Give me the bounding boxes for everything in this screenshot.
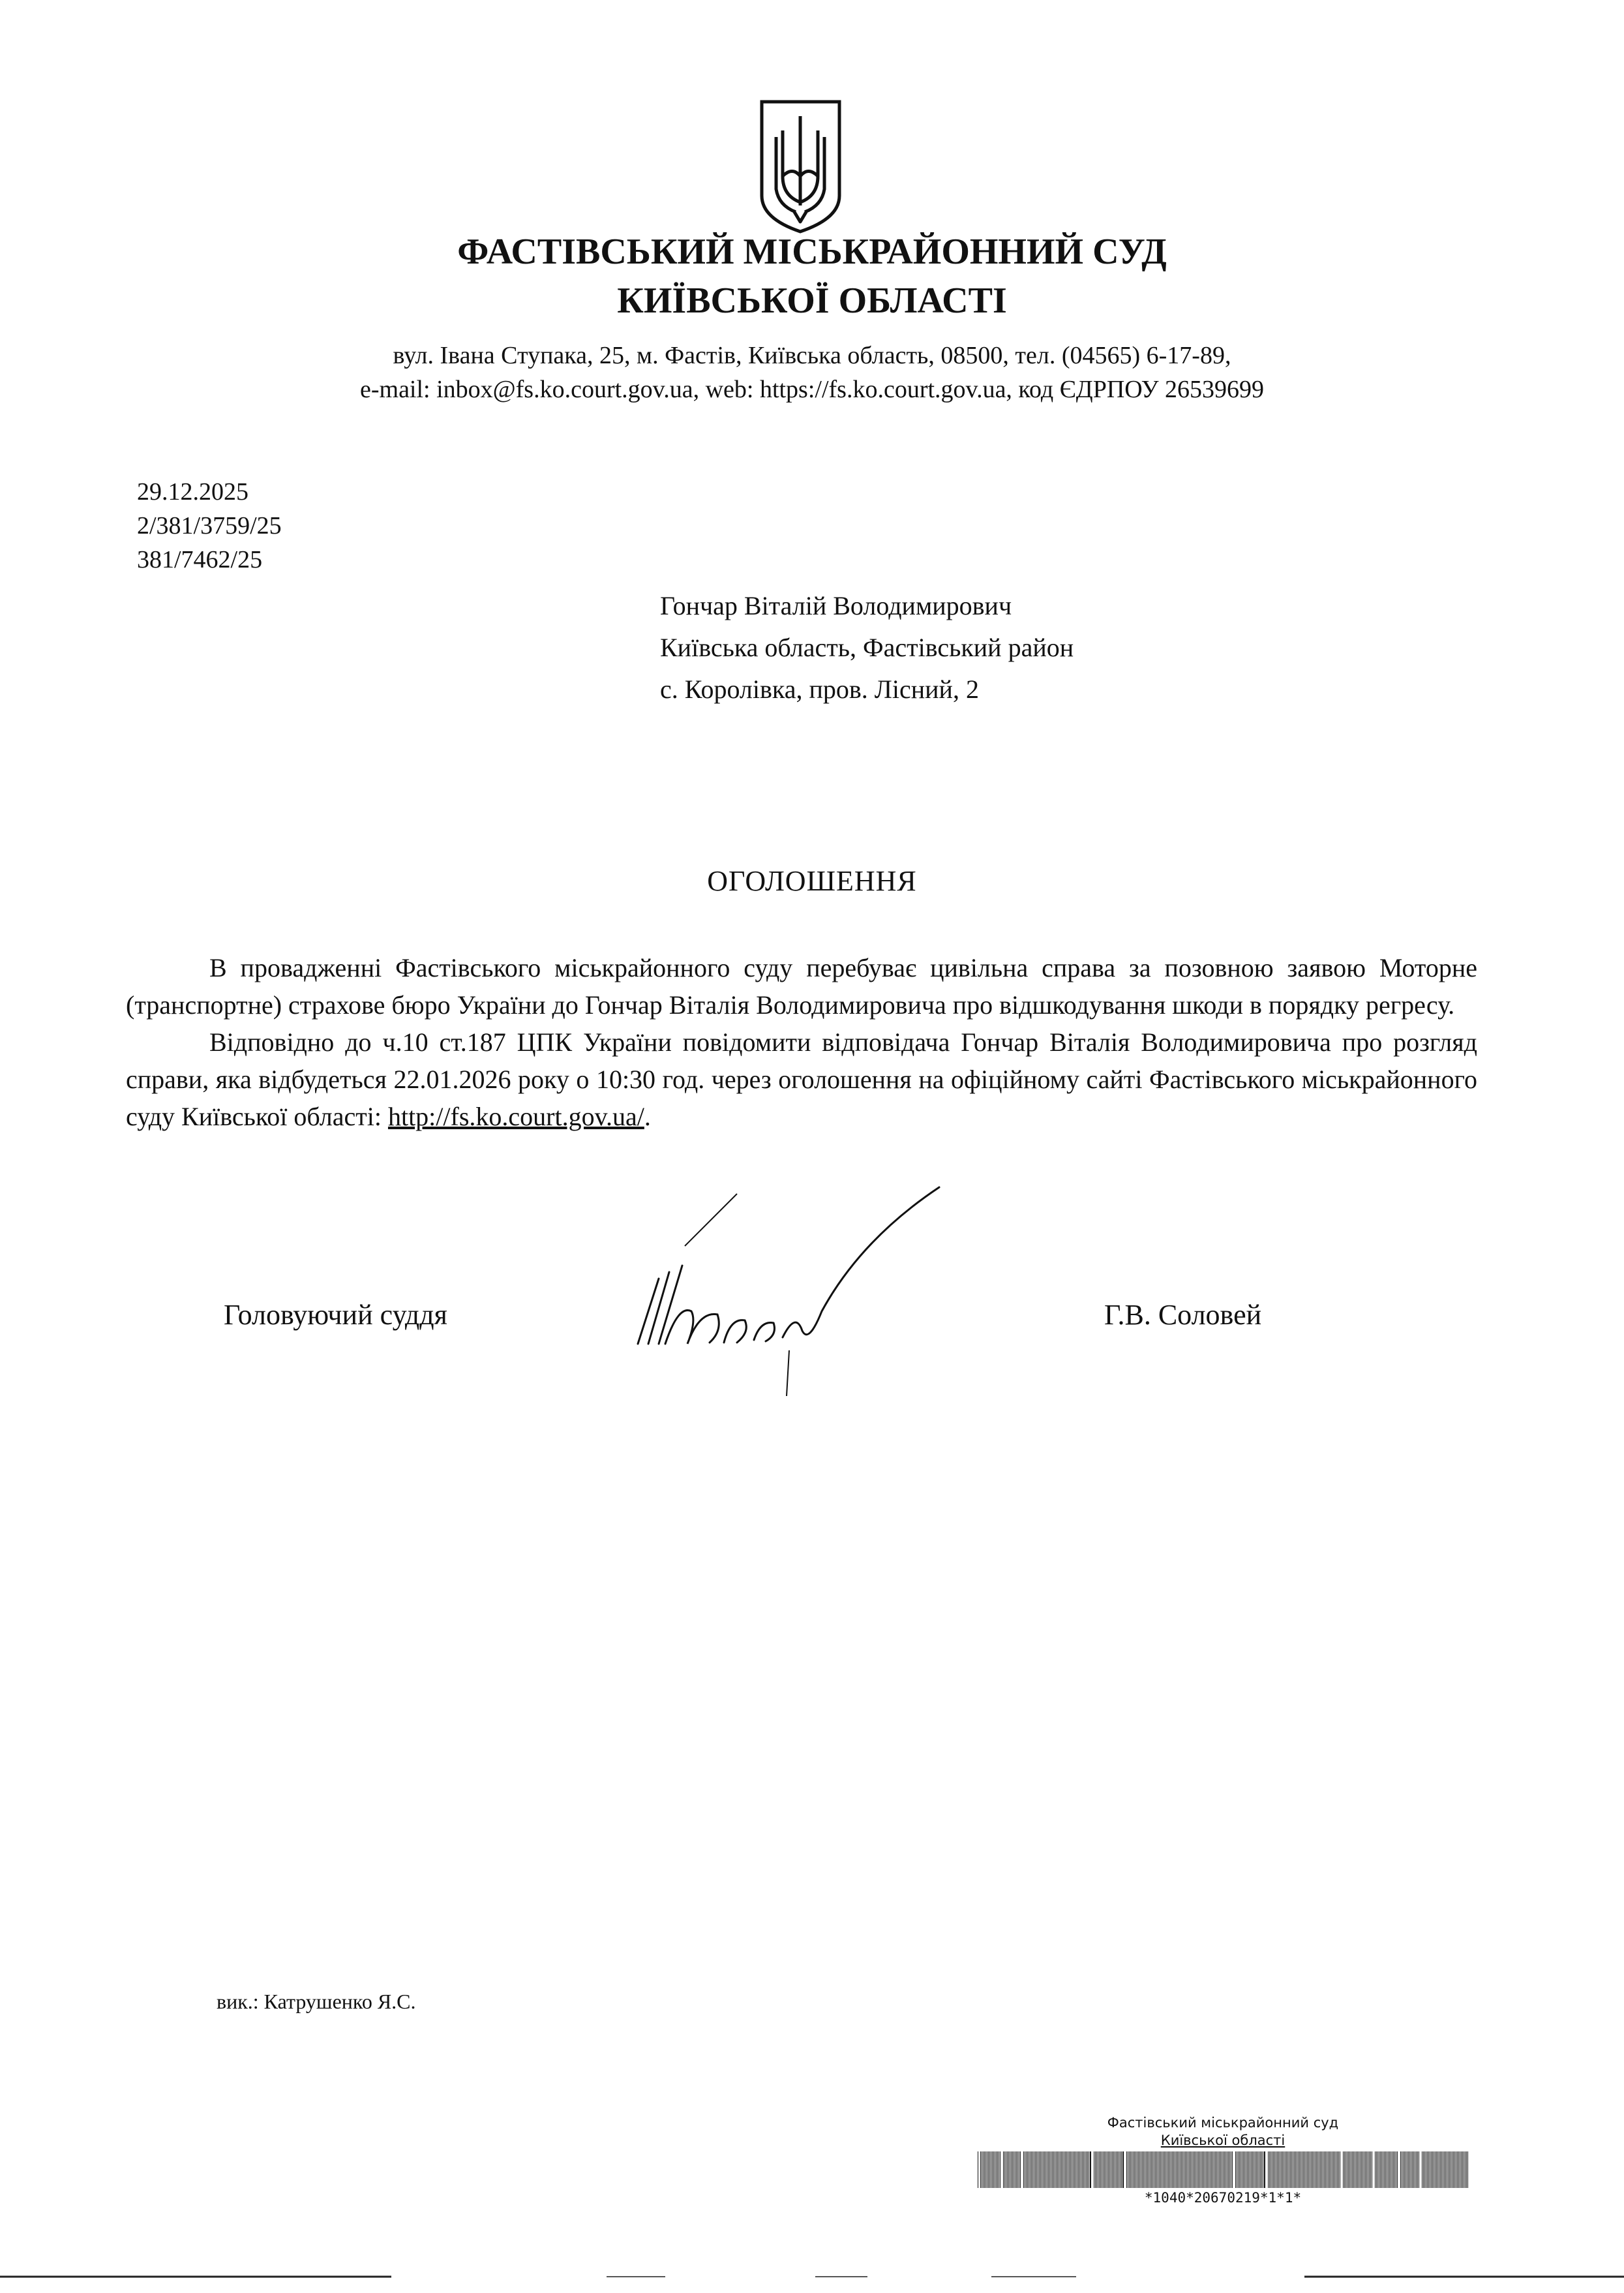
- barcode-bar: [1316, 2151, 1317, 2188]
- barcode-bar: [1203, 2151, 1204, 2188]
- barcode-bar: [1151, 2151, 1152, 2188]
- barcode-bar: [1008, 2151, 1009, 2188]
- barcode-bar: [1348, 2151, 1349, 2188]
- notice-paragraph-2: [126, 1024, 1477, 1135]
- barcode-bar: [1465, 2151, 1466, 2188]
- barcode-bar: [1199, 2151, 1200, 2188]
- barcode-bar: [1133, 2151, 1134, 2188]
- barcode-bar: [1177, 2151, 1178, 2188]
- barcode-bar: [1066, 2151, 1067, 2188]
- barcode-bar: [1352, 2151, 1353, 2188]
- barcode-bar: [1432, 2151, 1433, 2188]
- barcode-bar: [1362, 2151, 1363, 2188]
- barcode-bar: [1304, 2151, 1305, 2188]
- barcode-bar: [1212, 2151, 1213, 2188]
- barcode-bar: [1298, 2151, 1299, 2188]
- barcode-bar: [1334, 2151, 1335, 2188]
- barcode-bar: [1244, 2151, 1245, 2188]
- barcode-bar: [1017, 2151, 1018, 2188]
- barcode-bar: [1239, 2151, 1240, 2188]
- barcode-bar: [1281, 2151, 1282, 2188]
- barcode-bar: [1381, 2151, 1382, 2188]
- barcode-bar: [1290, 2151, 1291, 2188]
- barcode-bar: [1369, 2151, 1370, 2188]
- barcode-bar: [1045, 2151, 1046, 2188]
- barcode-bar: [1096, 2151, 1097, 2188]
- barcode-bar: [1100, 2151, 1101, 2188]
- barcode-bar: [1388, 2151, 1389, 2188]
- barcode-bar: [1043, 2151, 1044, 2188]
- barcode-bar: [1409, 2151, 1410, 2188]
- barcode-bar: [1286, 2151, 1287, 2188]
- barcode-bar: [1328, 2151, 1329, 2188]
- barcode-bar: [1343, 2151, 1344, 2188]
- barcode-bar: [1104, 2151, 1105, 2188]
- barcode-bar: [1423, 2151, 1424, 2188]
- barcode-bar: [1454, 2151, 1455, 2188]
- barcode-bar: [1435, 2151, 1436, 2188]
- barcode-bar: [1445, 2151, 1446, 2188]
- barcode-bar: [1095, 2151, 1096, 2188]
- barcode-bar: [1056, 2151, 1057, 2188]
- barcode-bar: [1400, 2151, 1401, 2188]
- barcode-bar: [1003, 2151, 1004, 2188]
- barcode-bar: [1134, 2151, 1135, 2188]
- barcode-bar: [1163, 2151, 1164, 2188]
- barcode-bar: [1247, 2151, 1248, 2188]
- barcode-bar: [1353, 2151, 1354, 2188]
- barcode-bar: [1103, 2151, 1104, 2188]
- barcode-bar: [1135, 2151, 1136, 2188]
- notice-paragraph-1: В провадженні Фастівського міськрайонного суду перебуває цивільна справа за позовною заявою Моторне (транспортне) страхове бюро України до Гончар Віталія Володимировича про відшкодування шкоди в порядку регресу.: [126, 953, 1477, 1020]
- barcode-bar: [1223, 2151, 1224, 2188]
- barcode-bar: [1073, 2151, 1074, 2188]
- barcode-bar: [1403, 2151, 1404, 2188]
- barcode-bar: [1303, 2151, 1304, 2188]
- barcode-bar: [1264, 2151, 1265, 2188]
- barcode-bar: [989, 2151, 990, 2188]
- barcode-bar: [1320, 2151, 1321, 2188]
- barcode-bar: [1248, 2151, 1249, 2188]
- barcode-bar: [1090, 2151, 1091, 2188]
- barcode-bar: [1312, 2151, 1313, 2188]
- barcode-bar: [1011, 2151, 1012, 2188]
- barcode-bar: [1261, 2151, 1262, 2188]
- barcode-bar: [993, 2151, 994, 2188]
- barcode-bar: [1026, 2151, 1027, 2188]
- barcode-bar: [1224, 2151, 1225, 2188]
- barcode-bar: [1428, 2151, 1429, 2188]
- barcode-bar: [1457, 2151, 1458, 2188]
- barcode-bar: [1440, 2151, 1441, 2188]
- barcode-bar: [1357, 2151, 1358, 2188]
- barcode-bar: [1078, 2151, 1079, 2188]
- barcode-bar: [1139, 2151, 1140, 2188]
- notice-paragraph-2-end: .: [644, 1102, 651, 1131]
- barcode-bar: [1380, 2151, 1381, 2188]
- barcode-bar: [1273, 2151, 1274, 2188]
- barcode-bar: [1416, 2151, 1417, 2188]
- barcode-bar: [1397, 2151, 1398, 2188]
- barcode-bar: [1274, 2151, 1275, 2188]
- barcode-bar: [1375, 2151, 1376, 2188]
- barcode-bar: [1004, 2151, 1005, 2188]
- barcode-bar: [1160, 2151, 1161, 2188]
- barcode-bar: [1257, 2151, 1258, 2188]
- barcode-bar: [1156, 2151, 1157, 2188]
- barcode-bar: [1007, 2151, 1008, 2188]
- barcode-bar: [1389, 2151, 1390, 2188]
- barcode-bar: [1129, 2151, 1130, 2188]
- judge-role: Головуючий суддя: [224, 1299, 447, 1331]
- barcode-bar: [1361, 2151, 1362, 2188]
- barcode-bar: [1173, 2151, 1174, 2188]
- barcode-bar: [1444, 2151, 1445, 2188]
- barcode-bar: [1075, 2151, 1076, 2188]
- notice-paragraph-2-text: Відповідно до ч.10 ст.187 ЦПК України повідомити відповідача Гончар Віталія Володимировича про розгляд справи, яка відбудеться 22.01.2026 року о 10:30 год. через оголошення на офіційному сайті Фастівського міськрайонного суду Київської області:: [126, 1027, 1477, 1131]
- barcode-bar: [1285, 2151, 1286, 2188]
- barcode-bar: [1181, 2151, 1182, 2188]
- barcode-bar: [1232, 2151, 1233, 2188]
- barcode-bar: [1436, 2151, 1437, 2188]
- barcode-bar: [1023, 2151, 1024, 2188]
- barcode-bar: [1287, 2151, 1288, 2188]
- barcode-bar: [996, 2151, 997, 2188]
- barcode-bar: [1105, 2151, 1106, 2188]
- barcode-bar: [1044, 2151, 1045, 2188]
- barcode-bar: [1211, 2151, 1212, 2188]
- barcode-bar: [1032, 2151, 1033, 2188]
- barcode-stamp: [975, 2114, 1471, 2206]
- barcode-bar: [1268, 2151, 1269, 2188]
- barcode-bar: [1086, 2151, 1087, 2188]
- barcode-bar: [1087, 2151, 1088, 2188]
- notice-heading: ОГОЛОШЕННЯ: [707, 865, 917, 897]
- barcode-bar: [1317, 2151, 1318, 2188]
- barcode-bar: [1294, 2151, 1295, 2188]
- barcode-bar: [1079, 2151, 1080, 2188]
- scan-edge-line: [0, 2275, 1624, 2278]
- barcode-bar: [1219, 2151, 1220, 2188]
- barcode-bar: [1376, 2151, 1377, 2188]
- barcode-bar: [992, 2151, 993, 2188]
- barcode-bar: [1040, 2151, 1041, 2188]
- barcode-bar: [1449, 2151, 1450, 2188]
- barcode-bar: [1069, 2151, 1070, 2188]
- barcode-bar: [1255, 2151, 1256, 2188]
- barcode-bar: [1146, 2151, 1147, 2188]
- barcode-bar: [1036, 2151, 1037, 2188]
- barcode-bar: [1243, 2151, 1244, 2188]
- barcode-bar: [1027, 2151, 1028, 2188]
- barcode-bar: [980, 2151, 981, 2188]
- barcode-bar: [1295, 2151, 1296, 2188]
- barcode-bar: [1394, 2151, 1395, 2188]
- barcode-bar: [1113, 2151, 1114, 2188]
- barcode-bar: [1126, 2151, 1127, 2188]
- outgoing-number: 2/381/3759/25: [137, 512, 282, 539]
- barcode-bar: [1121, 2151, 1122, 2188]
- judge-name: Г.В. Соловей: [1104, 1299, 1262, 1331]
- barcode-bar: [1216, 2151, 1217, 2188]
- barcode-bar: [1215, 2151, 1216, 2188]
- barcode-bar: [1408, 2151, 1409, 2188]
- barcode-bar: [1385, 2151, 1386, 2188]
- barcode-bar: [1169, 2151, 1170, 2188]
- barcode-bar: [1235, 2151, 1236, 2188]
- barcode-bar: [1189, 2151, 1190, 2188]
- barcode-bar: [1256, 2151, 1257, 2188]
- barcode-bar: [1344, 2151, 1345, 2188]
- barcode-bar: [1117, 2151, 1118, 2188]
- barcode-bar: [1467, 2151, 1468, 2188]
- barcode-bar: [1307, 2151, 1308, 2188]
- barcode-bar: [1164, 2151, 1165, 2188]
- barcode-bar: [1142, 2151, 1143, 2188]
- barcode-bar: [1404, 2151, 1405, 2188]
- recipient-region: Київська область, Фастівський район: [660, 633, 1074, 662]
- court-name-line2: КИЇВСЬКОЇ ОБЛАСТІ: [617, 281, 1007, 321]
- barcode-bar: [1238, 2151, 1239, 2188]
- barcode-bar: [1251, 2151, 1252, 2188]
- court-address: вул. Івана Ступака, 25, м. Фастів, Київська область, 08500, тел. (04565) 6-17-89,: [393, 342, 1231, 369]
- barcode-bar: [1012, 2151, 1013, 2188]
- barcode-bar: [1112, 2151, 1113, 2188]
- coat-of-arms-icon: [757, 98, 845, 235]
- barcode-bar: [1083, 2151, 1084, 2188]
- barcode-bar: [1147, 2151, 1148, 2188]
- barcode-bar: [1252, 2151, 1253, 2188]
- barcode-bar: [1039, 2151, 1040, 2188]
- handwritten-signature: [626, 1181, 965, 1429]
- barcode-bar: [1062, 2151, 1063, 2188]
- barcode-bar: [1277, 2151, 1278, 2188]
- barcode-bar: [1431, 2151, 1432, 2188]
- barcode-bar: [1190, 2151, 1191, 2188]
- barcode-bar: [1195, 2151, 1196, 2188]
- barcode-bar: [1182, 2151, 1183, 2188]
- barcode-bar: [1070, 2151, 1071, 2188]
- barcode-bar: [1193, 2151, 1194, 2188]
- barcode-bar: [1048, 2151, 1049, 2188]
- document-date: 29.12.2025: [137, 478, 248, 506]
- barcode-bar: [1152, 2151, 1153, 2188]
- barcode-bar: [1337, 2151, 1338, 2188]
- barcode-bar: [984, 2151, 985, 2188]
- barcode-bar: [1143, 2151, 1144, 2188]
- barcode-bar: [1206, 2151, 1207, 2188]
- barcode-bar: [1053, 2151, 1054, 2188]
- barcode-bar: [1427, 2151, 1428, 2188]
- court-name-line1: ФАСТІВСЬКИЙ МІСЬКРАЙОННИЙ СУД: [457, 232, 1167, 272]
- barcode-bar: [997, 2151, 998, 2188]
- barcode-bar: [1020, 2151, 1021, 2188]
- barcode-bar: [1168, 2151, 1169, 2188]
- barcode-bar: [1099, 2151, 1100, 2188]
- barcode-bar: [1384, 2151, 1385, 2188]
- barcode-bar: [1155, 2151, 1156, 2188]
- barcode-bar: [1370, 2151, 1371, 2188]
- barcode-bar: [1207, 2151, 1208, 2188]
- barcode-bar: [1366, 2151, 1367, 2188]
- barcode-bar: [1109, 2151, 1110, 2188]
- barcode-bar: [1194, 2151, 1195, 2188]
- recipient-block: [660, 585, 1074, 710]
- barcode-bar: [1349, 2151, 1350, 2188]
- barcode-bar: [1412, 2151, 1413, 2188]
- recipient-address: с. Королівка, пров. Лісний, 2: [660, 675, 979, 704]
- barcode-bar: [1186, 2151, 1187, 2188]
- barcode-bar: [1202, 2151, 1203, 2188]
- barcode-bar: [1291, 2151, 1292, 2188]
- barcode-bar: [1393, 2151, 1394, 2188]
- barcode-org-name: Фастівський міськрайонний суд: [1107, 2115, 1339, 2131]
- barcode-bar: [1165, 2151, 1166, 2188]
- barcode-bar: [1130, 2151, 1131, 2188]
- barcode-bar: [1159, 2151, 1160, 2188]
- barcode-bar: [1315, 2151, 1316, 2188]
- barcode-bar: [1282, 2151, 1283, 2188]
- barcode-bar: [1035, 2151, 1036, 2188]
- barcode-bars: [975, 2151, 1471, 2188]
- barcode-bar: [1424, 2151, 1425, 2188]
- notice-body: [126, 949, 1477, 1135]
- case-number: 381/7462/25: [137, 546, 263, 573]
- barcode-bar: [1122, 2151, 1124, 2188]
- barcode-bar: [1333, 2151, 1334, 2188]
- barcode-bar: [1269, 2151, 1270, 2188]
- barcode-bar: [1321, 2151, 1322, 2188]
- court-contacts: e-mail: inbox@fs.ko.court.gov.ua, web: https://fs.ko.court.gov.ua, код ЄДРПОУ 26539699: [359, 376, 1265, 403]
- barcode-bar: [988, 2151, 989, 2188]
- barcode-bar: [1229, 2151, 1230, 2188]
- barcode-bar: [1462, 2151, 1463, 2188]
- executor-note: вик.: Катрушенко Я.С.: [217, 1990, 416, 2013]
- barcode-bar: [1413, 2151, 1414, 2188]
- barcode-bar: [1448, 2151, 1449, 2188]
- barcode-bar: [1074, 2151, 1075, 2188]
- barcode-bar: [1338, 2151, 1339, 2188]
- barcode-bar: [1458, 2151, 1459, 2188]
- court-site-link[interactable]: http://fs.ko.court.gov.ua/: [387, 1102, 644, 1131]
- barcode-bar: [1185, 2151, 1186, 2188]
- barcode-bar: [1198, 2151, 1199, 2188]
- barcode-bar: [1365, 2151, 1366, 2188]
- barcode-bar: [1453, 2151, 1454, 2188]
- barcode-number: *1040*20670219*1*1*: [1144, 2190, 1302, 2206]
- barcode-bar: [1138, 2151, 1139, 2188]
- recipient-name: Гончар Віталій Володимирович: [660, 591, 1012, 620]
- barcode-bar: [1325, 2151, 1326, 2188]
- barcode-bar: [1108, 2151, 1109, 2188]
- barcode-bar: [1308, 2151, 1309, 2188]
- barcode-bar: [1016, 2151, 1017, 2188]
- barcode-bar: [1360, 2151, 1361, 2188]
- barcode-bar: [1278, 2151, 1279, 2188]
- barcode-bar: [1220, 2151, 1221, 2188]
- barcode-bar: [983, 2151, 984, 2188]
- barcode-bar: [1228, 2151, 1229, 2188]
- barcode-bar: [1377, 2151, 1378, 2188]
- barcode-org-region: Київської області: [1160, 2133, 1286, 2148]
- barcode-bar: [1116, 2151, 1117, 2188]
- barcode-bar: [985, 2151, 986, 2188]
- barcode-bar: [1324, 2151, 1325, 2188]
- barcode-bar: [1172, 2151, 1173, 2188]
- barcode-bar: [1299, 2151, 1300, 2188]
- barcode-bar: [1052, 2151, 1053, 2188]
- barcode-bar: [1417, 2151, 1418, 2188]
- barcode-bar: [1260, 2151, 1261, 2188]
- barcode-bar: [1356, 2151, 1357, 2188]
- barcode-bar: [1065, 2151, 1066, 2188]
- barcode-bar: [1466, 2151, 1467, 2188]
- barcode-bar: [1031, 2151, 1032, 2188]
- barcode-bar: [1061, 2151, 1062, 2188]
- barcode-bar: [1311, 2151, 1312, 2188]
- barcode-bar: [1057, 2151, 1058, 2188]
- barcode-bar: [1441, 2151, 1442, 2188]
- document-refs: [137, 475, 282, 577]
- barcode-bar: [1049, 2151, 1050, 2188]
- barcode-bar: [1329, 2151, 1330, 2188]
- barcode-bar: [1461, 2151, 1462, 2188]
- barcode-bar: [1176, 2151, 1177, 2188]
- barcode-bar: [1437, 2151, 1438, 2188]
- barcode-bar: [1082, 2151, 1083, 2188]
